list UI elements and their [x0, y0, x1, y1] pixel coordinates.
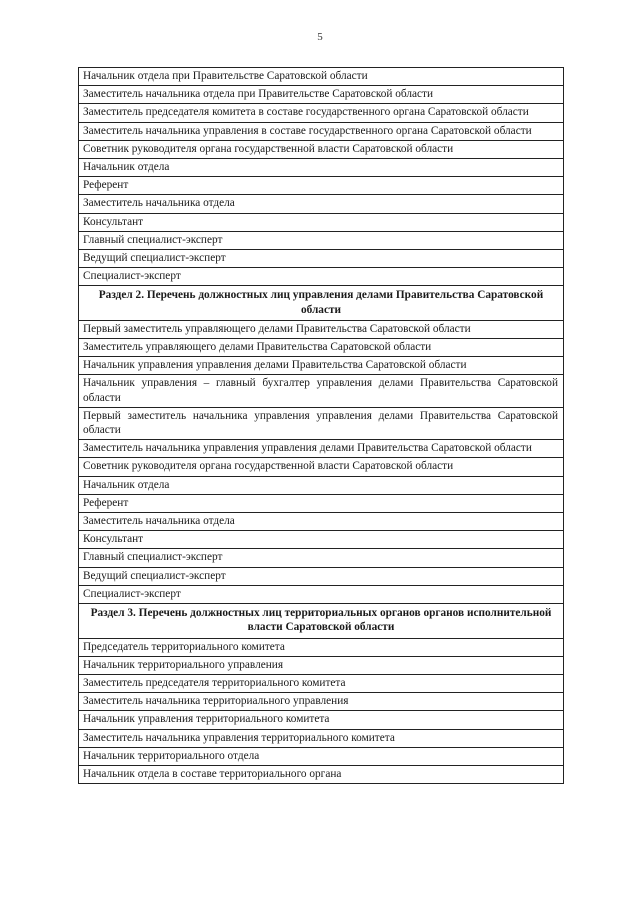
- position-row: [79, 268, 564, 286]
- position-title: Начальник отдела: [79, 476, 564, 494]
- position-row: [79, 638, 564, 656]
- position-title: Заместитель председателя территориального комитета: [79, 674, 564, 692]
- position-row: [79, 458, 564, 476]
- position-title: Заместитель начальника отдела при Правительстве Саратовской области: [79, 86, 564, 104]
- position-row: [79, 375, 564, 407]
- position-row: [79, 585, 564, 603]
- position-title: Первый заместитель начальника управления управления делами Правительства Саратовской области: [79, 407, 564, 439]
- position-row: [79, 104, 564, 122]
- position-title: Заместитель управляющего делами Правительства Саратовской области: [79, 339, 564, 357]
- section-heading-row: [79, 604, 564, 638]
- position-row: [79, 339, 564, 357]
- position-title: Заместитель председателя комитета в составе государственного органа Саратовской области: [79, 104, 564, 122]
- page-number: 5: [317, 31, 323, 43]
- position-title: Начальник управления территориального комитета: [79, 711, 564, 729]
- position-title: Начальник территориального отдела: [79, 747, 564, 765]
- position-row: [79, 68, 564, 86]
- position-row: [79, 531, 564, 549]
- position-row: [79, 494, 564, 512]
- position-row: [79, 711, 564, 729]
- position-title: Специалист-эксперт: [79, 268, 564, 286]
- position-row: [79, 440, 564, 458]
- position-title: Консультант: [79, 531, 564, 549]
- position-row: [79, 250, 564, 268]
- position-row: [79, 567, 564, 585]
- position-row: [79, 549, 564, 567]
- section-heading-row: [79, 286, 564, 320]
- position-row: [79, 674, 564, 692]
- position-row: [79, 747, 564, 765]
- position-title: Начальник отдела: [79, 159, 564, 177]
- position-row: [79, 159, 564, 177]
- position-row: [79, 693, 564, 711]
- position-title: Советник руководителя органа государственной власти Саратовской области: [79, 140, 564, 158]
- position-title: Референт: [79, 494, 564, 512]
- position-row: [79, 122, 564, 140]
- position-title: Председатель территориального комитета: [79, 638, 564, 656]
- position-title: Ведущий специалист-эксперт: [79, 567, 564, 585]
- position-title: Главный специалист-эксперт: [79, 231, 564, 249]
- position-title: Заместитель начальника отдела: [79, 513, 564, 531]
- position-row: [79, 213, 564, 231]
- position-title: Заместитель начальника территориального управления: [79, 693, 564, 711]
- position-row: [79, 513, 564, 531]
- position-row: [79, 177, 564, 195]
- position-row: [79, 231, 564, 249]
- position-title: Заместитель начальника управления управления делами Правительства Саратовской области: [79, 440, 564, 458]
- position-title: Советник руководителя органа государственной власти Саратовской области: [79, 458, 564, 476]
- position-title: Заместитель начальника управления в составе государственного органа Саратовской области: [79, 122, 564, 140]
- position-title: Специалист-эксперт: [79, 585, 564, 603]
- position-title: Главный специалист-эксперт: [79, 549, 564, 567]
- position-title: Ведущий специалист-эксперт: [79, 250, 564, 268]
- position-row: [79, 765, 564, 783]
- position-row: [79, 357, 564, 375]
- position-row: [79, 86, 564, 104]
- position-row: [79, 320, 564, 338]
- position-row: [79, 407, 564, 439]
- positions-table: [78, 67, 564, 784]
- position-title: Начальник управления управления делами Правительства Саратовской области: [79, 357, 564, 375]
- position-title: Заместитель начальника отдела: [79, 195, 564, 213]
- position-title: Консультант: [79, 213, 564, 231]
- position-title: Начальник территориального управления: [79, 656, 564, 674]
- position-title: Референт: [79, 177, 564, 195]
- position-row: [79, 656, 564, 674]
- position-row: [79, 729, 564, 747]
- position-title: Начальник управления – главный бухгалтер управления делами Правительства Саратовской области: [79, 375, 564, 407]
- position-row: [79, 476, 564, 494]
- position-title: Первый заместитель управляющего делами Правительства Саратовской области: [79, 320, 564, 338]
- position-row: [79, 195, 564, 213]
- positions-table-body: [79, 68, 564, 784]
- section-heading: Раздел 3. Перечень должностных лиц территориальных органов органов исполнительной власти Саратовской области: [79, 604, 564, 638]
- position-row: [79, 140, 564, 158]
- position-title: Начальник отдела в составе территориального органа: [79, 765, 564, 783]
- position-title: Заместитель начальника управления территориального комитета: [79, 729, 564, 747]
- section-heading: Раздел 2. Перечень должностных лиц управления делами Правительства Саратовской области: [79, 286, 564, 320]
- position-title: Начальник отдела при Правительстве Саратовской области: [79, 68, 564, 86]
